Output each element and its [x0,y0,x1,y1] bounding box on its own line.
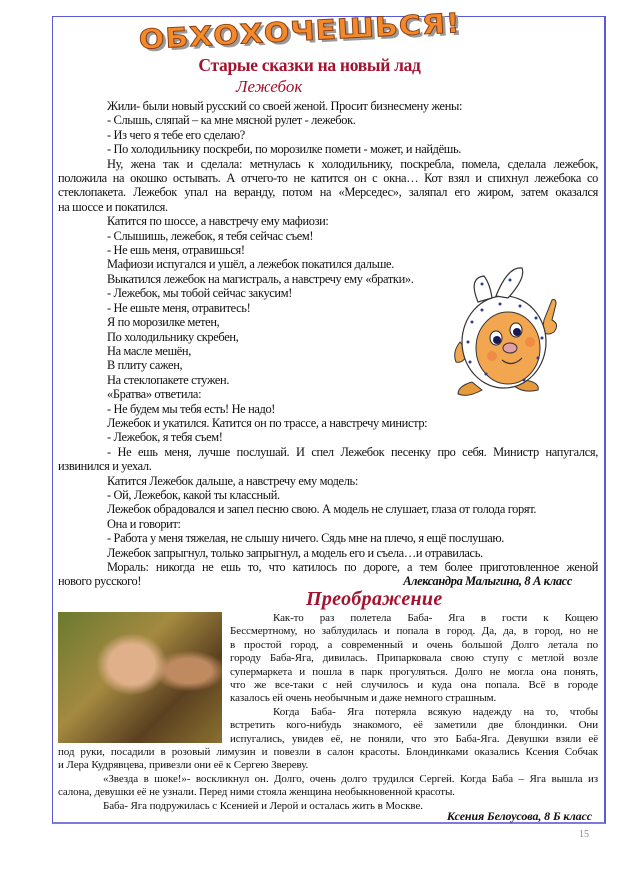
text-line: Бессмертному, но заблудилась и попала в город. Да, да, в город, но не [230,625,598,638]
text-line: На масле мешён, [107,343,191,358]
story1-author: Александра Малыгина, 8 А класс [403,574,572,589]
text-line: - Не будем мы тебя есть! Не надо! [107,401,276,416]
kolobok-illustration [452,262,564,398]
section-subtitle: Старые сказки на новый лад [198,55,421,75]
text-line: нового русского! [58,574,142,589]
text-line: - Лежебок, мы тобой сейчас закусим! [107,286,292,301]
text-line: в простой город, а современный и очень большой Долго летала по [230,638,598,651]
text-line: - Ой, Лежебок, какой ты классный. [107,487,280,502]
text-line: На стеклопакете стужен. [107,372,230,387]
text-line: что же все-таки с ней случилось и куда она попала. Всё в городе [230,679,598,692]
text-line: супермаркета и пошла в парк прогуляться. Долго не могла она понять, [230,665,598,678]
story1-title: Лежебок [236,77,303,96]
text-line: на шоссе и покатился. [58,199,168,214]
story2-title: Преображение [306,588,443,610]
text-line: - Не ешь меня, отравишься! [107,243,245,258]
text-line: Мафиози испугался и ушёл, а лежебок покатился дальше. [107,257,394,272]
text-line: городу Баба-Яга, дивилась. Припарковала свою ступу с метлой возле [230,652,598,665]
text-line: В плиту сажен, [107,358,183,373]
text-line: извинился и уехал. [58,459,152,474]
text-line: Как-то раз полетела Баба- Яга в гости к Кощею [273,612,598,624]
text-line: Лежебок запрыгнул, только запрыгнул, а модель его и съела…и отравилась. [107,545,483,560]
text-line: Когда Баба- Яга потеряла всякую надежду на то, чтобы [273,705,598,718]
text-line: Лежебок обрадовался и запел песню свою. А модель не слушает, глаза от голода горят. [107,502,537,517]
text-line: - Из чего я тебе его сделаю? [107,127,245,142]
text-line: стеклопакета. Лежебок упал на веранду, потом на «Мерседес», заляпал его жиром, затем оказался [58,185,598,200]
story2-body [58,612,598,824]
text-line: - Работа у меня тяжелая, не слышу ничего. Сядь мне на плечо, я ещё послушаю. [107,531,505,546]
text-line: испугались, увидев её, не поняли, что это Баба-Яга. Девушки взяли её [230,732,598,745]
text-line: - Не ешьте меня, отравитесь! [107,300,251,315]
text-line: «Звезда в шоке!»- воскликнул он. Долго, очень долго трудился Сергей. Когда Баба – Яга вышла из [103,772,598,785]
text-line: Катится Лежебок дальше, а навстречу ему модель: [107,473,358,488]
text-line: салона, девушки её не узнали. Перед ними стояла женщина необыкновенной красоты. [58,786,455,799]
text-line: положила на окошко остывать. А отчего-то не катится он с окна… Кот взял и спихнул лежебока со [58,171,598,186]
text-line: - Слышь, сляпай – ка мне мясной рулет - лежебок. [107,113,356,128]
text-line: Выкатился лежебок на магистраль, а навстречу ему «братки». [107,271,414,286]
text-line: Катится по шоссе, а навстречу ему мафиози: [107,214,329,229]
text-line: встретить кого-нибудь знакомого, её заметили две блондинки. Они [230,719,598,732]
text-line: - По холодильнику поскреби, по морозилке помети - может, и найдёшь. [107,142,461,157]
text-line: казалось ей очень необычным и даже немного страшным. [230,692,497,705]
text-line: «Братва» ответила: [107,387,202,402]
text-line: Она и говорит: [107,516,181,531]
text-line: Лежебок и укатился. Катится он по трассе, а навстречу министр: [107,415,428,430]
text-line: По холодильнику скребен, [107,329,239,344]
story2-author: Ксения Белоусова, 8 Б класс [446,809,592,824]
text-line: под руки, посадили в розовый лимузин и повезли в салон красоты. Блондинками оказались Ксения Собчак [58,746,598,759]
text-line: Мораль: никогда не ешь то, что катилось по дороге, а тем более приготовленное женой [107,560,598,574]
text-line: Ну, жена так и сделала: метнулась к холодильнику, поскребла, помела, сделала лежебок, [107,156,598,171]
text-line: - Слышишь, лежебок, я тебя сейчас съем! [107,228,314,243]
text-line: Жили- были новый русский со своей женой. Просит бизнесмену жены: [107,99,463,113]
text-line: - Не ешь меня, лучше послушай. И спел Лежебок песенку про себя. Министр напугался, [107,444,598,459]
text-line: Баба- Яга подружилась с Ксенией и Лерой и осталась жить в Москве. [103,799,423,812]
page-number: 15 [579,829,589,840]
wordart-title: ОБХОХОЧЕШЬСЯ! [138,7,462,57]
text-line: - Лежебок, я тебя съем! [107,430,223,445]
text-line: Я по морозилке метен, [107,315,220,330]
text-line: и Лера Кудрявцева, привезли они её к Сергею Звереву. [58,759,309,772]
text-line-with-author [58,574,598,588]
